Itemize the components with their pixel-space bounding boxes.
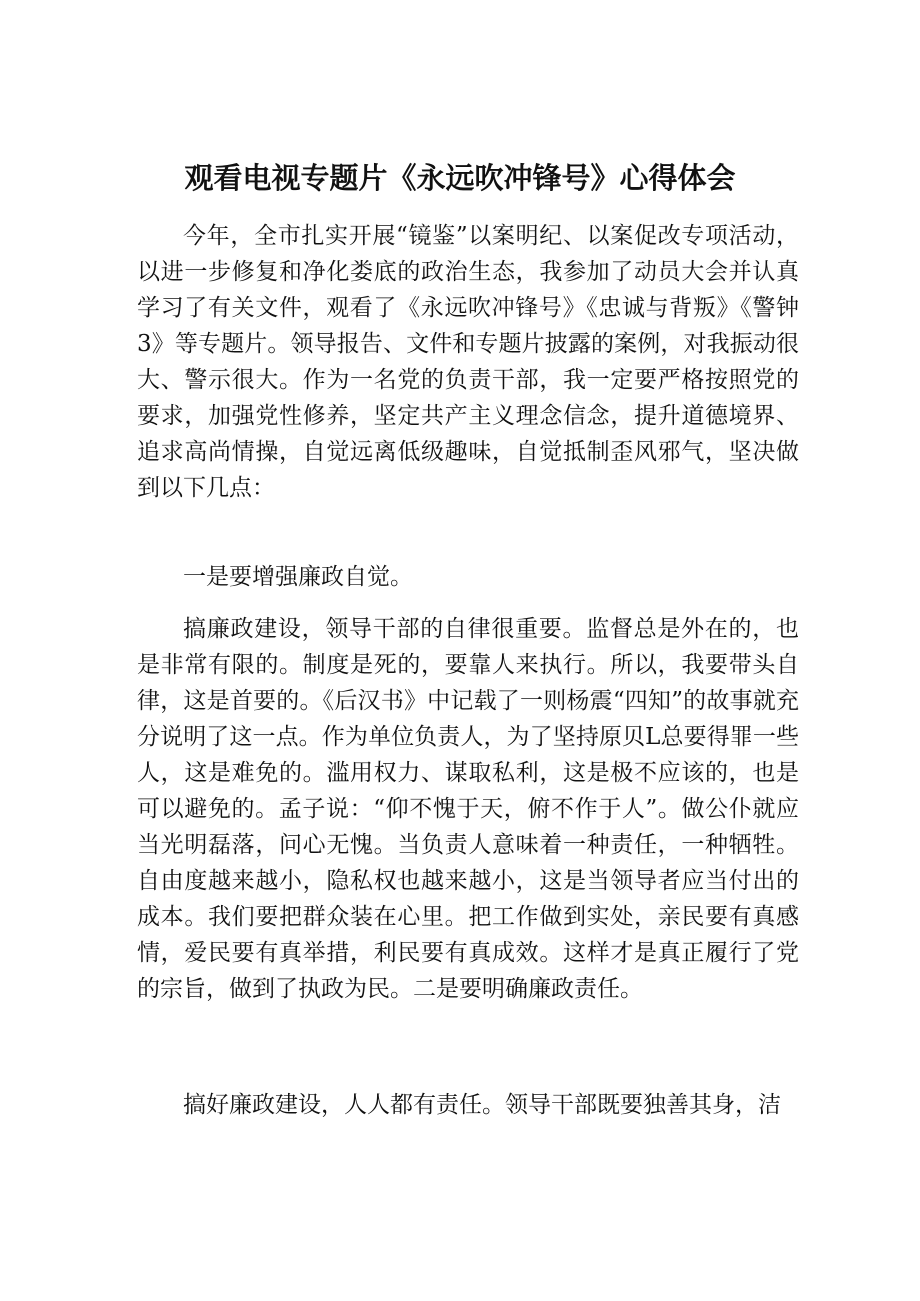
paragraph-responsibility: 搞好廉政建设，人人都有责任。领导干部既要独善其身，洁 [183,1092,781,1118]
document-title: 观看电视专题片《永远吹冲锋号》心得体会 [184,161,736,195]
paragraph-intro: 今年，全市扎实开展“镜鉴”以案明纪、以案促改专项活动，以进一步修复和净化娄底的政治生态，我参加了动员大会并认真学习了有关文件，观看了《永远吹冲锋号》《忠诚与背叛》《警钟3》等专题片。领导报告、文件和专题片披露的案例，对我振动很大、警示很大。作为一名党的负责干部，我一定要严格按照党的要求，加强党性修养，坚定共产主义理念信念，提升道德境界、追求高尚情操，自觉远离低级趣味，自觉抵制歪风邪气，坚决做到以下几点： [137,223,799,501]
paragraph-heading-one: 一是要增强廉政自觉。 [183,564,413,590]
paragraph-self-discipline: 搞廉政建设，领导干部的自律很重要。监督总是外在的，也是非常有限的。制度是死的，要靠人来执行。所以，我要带头自律，这是首要的。《后汉书》中记载了一则杨震“四知”的故事就充分说明了这一点。作为单位负责人，为了坚持原贝L总要得罪一些人，这是难免的。滥用权力、谋取私利，这是极不应该的，也是可以避免的。孟子说：“仰不愧于天，俯不作于人”。做公仆就应当光明磊落，问心无愧。当负责人意味着一种责任，一种牺牲。自由度越来越小，隐私权也越来越小，这是当领导者应当付出的成本。我们要把群众装在心里。把工作做到实处，亲民要有真感情，爱民要有真举措，利民要有真成效。这样才是真正履行了党的宗旨，做到了执政为民。二是要明确廉政责任。 [137,616,799,1002]
